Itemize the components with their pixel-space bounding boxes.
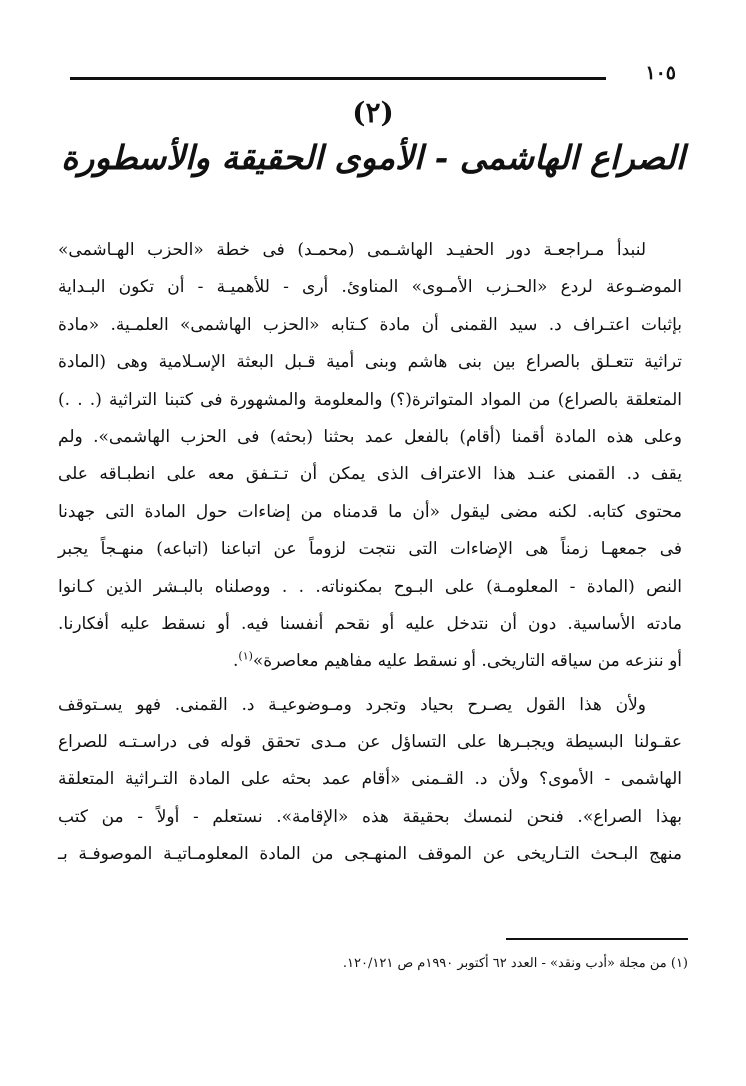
- text-line: عقـولنا البسيطة ويجبـرها على التساؤل عن مـدى تحقق قوله فى دراسـتـه للصراع: [58, 732, 682, 753]
- text-line: وعلى هذه المادة أقمنا (أقام) بالفعل عمد بحثنا (بحثه) فى الحزب الهاشمى». ولم: [58, 426, 682, 447]
- text-line: محتوى كتابه. لكنه مضى ليقول «أن ما قدمناه من إضاءات حول المادة التى جهدنا: [58, 501, 682, 522]
- text-line: المتعلقة بالصراع) من المواد المتواترة(؟) والمعلومة والمشهورة فى كتبنا التراثية (. . .): [58, 389, 682, 410]
- chapter-number: (٢): [352, 96, 394, 129]
- text-line-last: أو ننزعه من سياقه التاريخى. أو نسقط عليه مفاهيم معاصرة»$^{(١)}$.: [232, 649, 682, 672]
- footnote: (١) من مجلة «أدب ونقد» - العدد ٦٢ أكتوبر ١٩٩٠م ص ١٢٠/١٢١.: [342, 956, 688, 971]
- text-line: تراثية تتعـلق بالصراع بين بنى هاشم وبنى أمية قـبل البعثة الإسـلامية وهى (المادة: [58, 352, 682, 373]
- text-line: ولأن هذا القول يصـرح بحياد وتجرد ومـوضوعيـة د. القمنى. فهو يسـتوقف: [58, 694, 646, 715]
- text-line: بهذا الصراع». فنحن لنمسك بحقيقة هذه «الإقامة». نستعلم - أولاً - من كتب: [58, 806, 682, 827]
- text-line: الهاشمى - الأموى؟ ولأن د. القـمنى «أقام عمد بحثه على المادة التـراثية المتعلقة: [58, 769, 682, 790]
- text-line: لنبدأ مـراجعـة دور الحفيـد الهاشـمى (محمـد) فى خطة «الحزب الهـاشمى»: [58, 240, 646, 260]
- text-line: فى جمعهـا زمناً هى الإضاءات التى نتجت لزوماً عن اتباعنا (اتباعه) منهـجاً يجبر: [58, 539, 682, 560]
- chapter-title: الصراع الهاشمى - الأموى الحقيقة والأسطورة: [61, 138, 685, 177]
- text-line: النص (المادة - المعلومـة) على البـوح بمكنوناته. . . ووصلناه بالبـشر الذين كـانوا: [58, 576, 682, 597]
- footnote-reference: (١): [238, 649, 253, 663]
- header-rule: [70, 77, 606, 80]
- text-line: منهج البـحث التـاريخى عن الموقف المنهـجى من المادة المعلومـاتيـة الموصوفـة بـ: [58, 844, 682, 865]
- page-number: ١٠٥: [645, 62, 676, 84]
- text-line: مادته الأساسية. دون أن نتدخل عليه أو نقحم أنفسنا فيه. أو نسقط عليه أفكارنا.: [58, 613, 682, 634]
- paragraph-2: [58, 687, 682, 874]
- text-line: بإثبات اعتـراف د. سيد القمنى أن مادة كـتابه «الحزب الهاشمى» العلمـية. «مادة: [58, 314, 682, 335]
- body-text: [58, 232, 682, 874]
- page-header: [70, 62, 676, 88]
- text-line: يقف د. القمنى عنـد هذا الاعتراف الذى يمكن أن تـتـفق معه على انطبـاقه على: [58, 464, 682, 485]
- paragraph-1: [58, 232, 682, 681]
- text-line: أو ننزعه من سياقه التاريخى. أو نسقط عليه مفاهيم معاصرة»: [252, 651, 682, 672]
- footnote-rule: [506, 938, 688, 940]
- text-line: الموضـوعة لردع «الحـزب الأمـوى» المناوئ. أرى - للأهميـة - أن تكون البـداية: [58, 277, 682, 298]
